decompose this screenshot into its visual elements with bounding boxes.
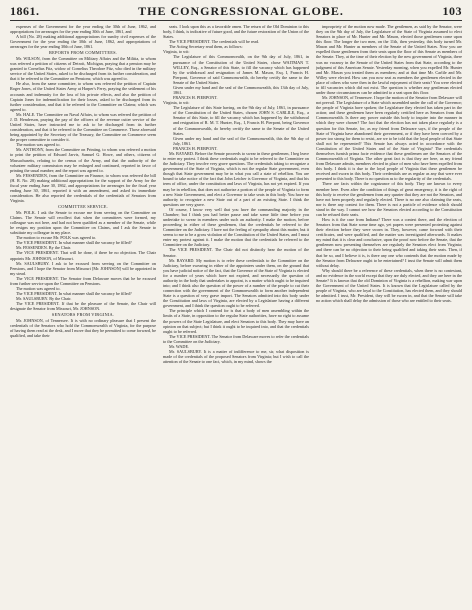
paragraph: The VICE PRESIDENT. The Senator from Delaware moves to refer the credentials to the Committee on the Judiciary. <box>163 333 309 344</box>
paragraph: The motion was agreed to. <box>16 142 61 148</box>
paragraph: The Legislature of this State having, on the 9th day of July, 1861, in pursuance of the Constitution of the United States, chosen JOHN S. CARLILE, Esq., a Senator of this State, to fill the vacancy which has happened by the withdrawal and resignation of R. M. T. Hunter, Esq., I, Francis H. Pierpont, being Governor of the Commonwealth, do hereby certify the same to the Senate of the United States. <box>173 105 309 136</box>
paragraph: Mr. WILSON, from the Committee on Military Affairs and the Militia, to whom was referred a petition of citizens of Detroit, Michigan, praying that a pension may be granted to Cornelius Fitz, widow of Cornelius Theodore Fitz, who died in the military service of the United States, asked to be discharged from its further consideration, and that it be referred to the Committee on Pensions; which was agreed to. <box>10 55 156 82</box>
paragraph: He also, from the same committee, to whom was referred the petition of Captain Roger Jones, of the United States Army at Harper's Ferry, praying the settlement of his accounts and indemnity for the loss of his private effects, and also the petition of Captain Jones for indemnification for their losses, asked to be discharged from its further consideration, and that it be referred to the Committee on Claims; which was agreed to. <box>10 81 156 112</box>
paragraph: expenses of the Government for the year ending the 30th of June, 1862, and appropriations for arrearages for the year ending 30th of June, 1861, and <box>10 24 156 35</box>
paragraph: The motion to excuse Mr. POLK was agreed to. <box>16 235 97 241</box>
paragraph: A bill (No. 28) making additional appropriations for sundry civil expenses of the Government for the year ending the 30th of June, 1862, and appropriations of arrearages for the year ending 30th of June, 1861. <box>10 34 156 50</box>
paragraph: The VICE PRESIDENT. In what manner shall the vacancy be filled? <box>16 240 132 246</box>
paragraph: The VICE PRESIDENT. In what manner shall the vacancy be filled? <box>16 291 132 297</box>
paragraph: The VICE PRESIDENT. The Senator from Delaware moves that he be excused from further service upon the Committee on Pensions. <box>10 275 156 286</box>
paragraph: Mr. HALE. The Committee on Naval Affairs, to whom was referred the petition of J. D. Henderson, praying the pay of the officers of the revenue cutter service of the United States, have instructed me to ask to be discharged from its further consideration, and that it be referred to the Committee on Commerce. Those aforesaid being appointed by the Secretary of the Treasury, the Committee on Commerce seem the proper committee to consider it. <box>10 111 156 143</box>
page-header <box>10 4 462 18</box>
section-heading: SENATORS FROM VIRGINIA. <box>51 312 115 318</box>
paragraph: The Legislature of this Commonwealth, on the 9th day of July, 1861, in pursuance of the Constitution of the United States, chose WAITMAN T. WILLEY, Esq., a Senator of this State, to fill the vacancy which has happened by the withdrawal and resignation of James M. Mason, Esq. I, Francis H. Pierpont, Governor of said Commonwealth, do hereby certify the same to the Senate of the United States. <box>173 54 309 85</box>
paragraph: FRANCIS H. PIERPONT. <box>173 145 218 151</box>
paragraph: The principle which I contend for is that a body of men assembling within the limits of a State, in opposition to the regular State authorities, have no right to assume the powers of the State Legislature, and elect Senators to this body. They may have an opinion on that subject; but I think it ought to be inquired into, and that the credentials ought to be referred. <box>163 308 309 334</box>
paragraph: Mr. SAULSBURY. I ask to be excused from serving on the Committee on Pensions, and I hope the Senator from Missouri [Mr. JOHNSON] will be appointed in my stead. <box>10 260 156 276</box>
paragraph: Virginia, to wit: <box>163 100 190 106</box>
paragraph: The VICE PRESIDENT. The credentials will be read. <box>169 39 260 45</box>
paragraph: FRANCIS H. PIERPONT. <box>173 95 218 101</box>
paragraph: Mr. FESSENDEN. By the Chair. <box>16 245 72 251</box>
paragraph: The VICE PRESIDENT. If that be the pleasure of the Senate, the Chair will designate the Senator from Missouri, Mr. JOHNSON. <box>10 301 156 312</box>
paragraph: Given under my hand and the seal of the Commonwealth, this the 9th day of July, 1861. <box>173 135 309 146</box>
header-year: 1861. <box>10 4 40 18</box>
header-rule <box>10 20 462 21</box>
paragraph: Mr. BAYARD. Before the Senate proceeds to swear in these gentlemen, I beg leave to enter my protest. I think these credentials ought to be referred to the Committee on the Judiciary. They involve very grave questions. The credentials taking to recognize a government of the State of Virginia, which is not the regular State government, even though that State government may be in what you call a state of rebellion. You are bound to take notice of the fact that John Letcher is Governor of Virginia, and that his term of office, under the constitution and laws of Virginia, has not yet expired. If you may be in rebellion, that does not authorize a portion of the people of Virginia to form a new State Government, and elect a Governor to take seats in this body. You have no authority to recognize a new State out of a part of an existing State. I think the questions are very grave. <box>163 150 309 207</box>
paragraph: Given under my hand and the seal of the Commonwealth, this 13th day of July, 1861. <box>173 84 309 96</box>
header-title: THE CONGRESSIONAL GLOBE. <box>138 4 344 18</box>
paragraph: Of course, I know very well that you have the commanding majority in the Chamber; but I think you had better pause and take some little time before you undertake to swear in members under such an authority. I make the motion, before proceeding in either of these gentlemen, that the credentials be referred to the Committee on the Judiciary. I have not the feeling of sympathy about this matter, but it seems to me to be a gross violation of the Constitution of the United States, and I must enter my protest against it. I make the motion that the credentials be referred to the Committee on the Judiciary. <box>163 206 309 248</box>
paragraph: Mr. SAULSBURY. It is a matter of indifference to me, sir, what disposition is made of the credentials of the proposed Senators from Virginia; but I wish to call the attention of the Senate to one fact, which, in my mind, shows the <box>163 349 309 365</box>
paragraph: Mr. BAYARD. My motion is to refer these credentials to the Committee on the Judiciary, before swearing in either of the appointees under them, on the ground that you have judicial notice of the fact, that the Governor of the State of Virginia is elected for a number of years which have not expired, and necessarily the question of authority in the body that undertakes to appoint, is a matter which ought to be inquired into; and I think also the question of the power of a number of the people to cut their connection with the government of the Commonwealth to form another independent State is a question of very grave import. The Senators admitted into this body under the Constitution and laws of Virginia, are elected by a Legislature having a different government, and I think the question ought to be referred. <box>163 257 309 309</box>
paragraph: Mr. FESSENDEN, from the Committee on Finance, to whom was referred the bill (H. R. No. 28) making additional appropriations for the support of the Army for the fiscal year ending June 30, 1862, and appropriations for arrearages for the fiscal year ending June 30, 1861, reported it with an amendment, and asked its immediate consideration. He also reported the credentials of the credentials of Senators from Virginia. <box>10 172 156 204</box>
paragraph: The VICE PRESIDENT. The Chair did not distinctly hear the motion of the Senator. <box>163 247 309 258</box>
paragraph: Mr. ANTHONY, from the Committee on Printing, to whom was referred a motion to print the petition of Edward Jarvis, Samuel G. Howe, and others, citizens of Massachusetts, relating to the census of the Army, and that the authority of the volunteer military commission may be enlarged and continued, reported in favor of printing the usual number; and the report was agreed to. <box>10 147 156 173</box>
paragraph: Why should there be a reference of these credentials, when there is no contestant, and no evidence in the world except that they are duly elected, and they are here in the Senate? It is known that the old Dominion of Virginia is a rebellion, making war upon the Government of the United States. It is known that the Legislature called by the people of Virginia, who are loyal to the Constitution, has elected them, and they should be admitted. I trust, Mr. President, they will be sworn in, and that the Senate will take no action which shall delay the admission of those who are entitled to their seats. <box>316 267 462 304</box>
paragraph: Mr. POLK. I ask the Senate to excuse me from serving on the Committee on Claims. The Senate will recollect that when the committees were formed, my colleague was not here, and had not been qualified as a member of the Senate, while he resigns my position upon the Committee on Claims, and I ask the Senate to substitute my colleague in my place. <box>10 209 156 236</box>
paragraph: How is it the case from Indiana? There was a contest there, and the election of Senators from that State some time ago, yet papers were presented protesting against their election before they were sworn in. They, however, came forward with their certificates, and were qualified, and the matter was investigated afterwards. It makes my mind that it is clear and conclusive, upon the proof now before the Senate, that the gentlemen now presenting themselves are regularly the Senators elect from Virginia; and there can be no objection to their being qualified and taking their seats. Then, if that be so, and I believe it is, is there any one who contends that the motion made by the Senator from Delaware ought to be entertained? I trust the Senate will admit them without delay. <box>316 216 462 268</box>
section-heading: COMMITTEE SERVICE. <box>58 204 108 210</box>
paragraph: seats. I look upon this as a favorable omen. The return of the Old Dominion to this body, I think, is indicative of future good, and the future restoration of the Union of the States. <box>163 24 309 40</box>
paragraph: There are facts within the cognizance of this body. They are known to every member here. Even after the condition of things of great emergency, it is the right of this body to receive the gentlemen from any quarter that they are not the Senators, and have not been properly and regularly elected. There is no one also claiming the seats, nor is there any contest for them. There is not a particle of evidence which should stand in the way. I cannot see how the Senators elected according to the Constitution can be refused their seats. <box>316 181 462 217</box>
paragraph: The Acting Secretary read them, as follows: <box>169 44 243 50</box>
paragraph: Mr. JOHNSON, of Tennessee. It is with no ordinary pleasure that I present the credentials of the Senators who hold the Commonwealth of Virginia, for the purpose of having them read at the desk, and I move that they be permitted to come forward, be qualified, and take their <box>10 317 156 339</box>
paragraph: The VICE PRESIDENT. That will be done, if there be no objection. The Chair appoints Mr. JOHNSON, of Missouri. <box>10 250 156 261</box>
paragraph: The motion was agreed to. <box>16 285 61 291</box>
header-page-number: 103 <box>442 4 462 18</box>
paragraph: Mr. SAULSBURY. By the Chair. <box>16 296 72 302</box>
column-left <box>10 24 156 609</box>
column-right <box>316 24 462 609</box>
text-columns <box>10 24 462 609</box>
paragraph: Virginia, to wit: <box>163 49 190 55</box>
paragraph: Mr. WADE. <box>169 343 190 349</box>
paragraph: impropriety of the motion now made. The gentlemen, as said by the Senator, were they on the 9th day of July, the Legislature of the State of Virginia assumed to elect Senators in place of Mr. Hunter and Mr. Mason, elected those gentlemen come upon this floor. The longer the two men, on the 11th, then yesterday, this body turned Mr. Mason and Mr. Hunter as members of the Senate of the United States. Now you are expelled those gentlemen from their seats upon the floor of this Senate as members of the Senate. They, at the time of their election by the new government of Virginia, there was no vacancy in the Senate of the United States from that State, according to the judgment of this American Senate. Yesterday morning, when you expelled Mr. Hunter and Mr. Mason you treated them as members; and at that time Mr. Carlile and Mr. Willey were elected. How can you now seat as members the gentlemen elected in the place of others who were then in the lawful enjoyment of their seats? You were elected to fill vacancies which did not exist. The question is whether any gentleman elected under those circumstances can be admitted to a seat upon this floor. <box>316 24 462 96</box>
column-middle <box>163 24 309 609</box>
section-heading: REPORTS FROM COMMITTEES. <box>48 50 118 56</box>
paragraph: Mr. JOHNSON, of Tennessee. I hope the motion of the Senator from Delaware will not prevail. The Legislature of a State which assembled under the call of the Governor; the people of Virginia have spoken; the Legislature they elected has taken part in the action; and these gentlemen have been regularly certified here as Senators from that Commonwealth. Is there any power outside this body to inquire into the manner in which they were chosen? The fact that the election has not taken place regularly is a question for this Senate, for, as my friend from Delaware says, if the people of the State of Virginia have abandoned their government, or if they have been coerced by a power too strong for them to resist, are we to be told that the loyal people of that State shall not be represented? This Senate has always acted in accordance with the Constitution of the United States and of the State of Virginia? The credentials themselves furnish prima facie evidence that these gentlemen are the Senators of the Commonwealth of Virginia. The other great fact is that they are here, as my friend from Delaware admits, members elected in place of men who have been expelled from this body. I think it is due to the loyal people of Virginia that these gentlemen be received and sworn in this body. Their credentials are as regular as any that were ever presented to this body. There is no question as to the regularity of the credentials. <box>316 95 462 182</box>
